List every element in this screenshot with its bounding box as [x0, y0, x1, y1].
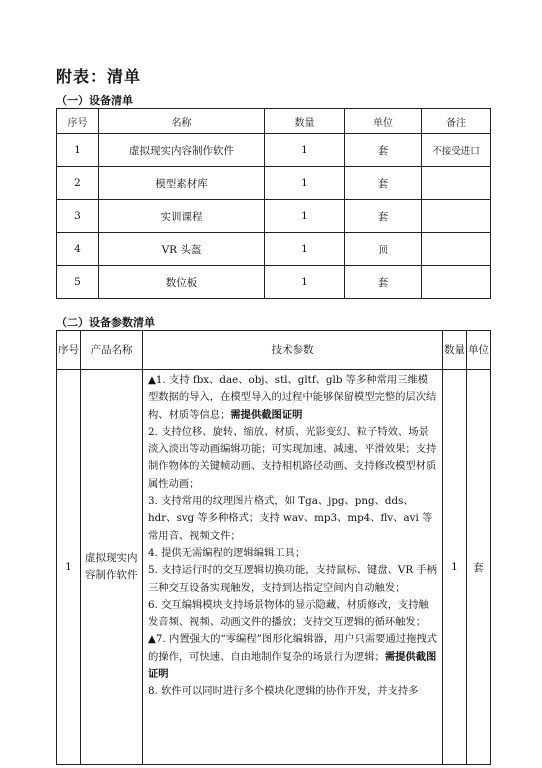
cell-unit: 套 [345, 167, 422, 200]
cell-tech-params [143, 370, 443, 765]
cell-product-name: 虚拟现实内容制作软件 [81, 370, 143, 765]
header-product-name: 产品名称 [81, 331, 143, 370]
cell-remark [422, 233, 491, 266]
cell-qty: 1 [265, 233, 345, 266]
cell-remark: 不接受进口 [422, 134, 491, 167]
table-header-row [57, 109, 491, 134]
header-no: 序号 [57, 331, 81, 370]
equipment-list-table [56, 108, 491, 299]
table-row [57, 167, 491, 200]
cell-unit: 顶 [345, 233, 422, 266]
cell-remark [422, 266, 491, 299]
param-item: 3. 支持常用的纹理图片格式，如 Tga、jpg、png、dds、hdr、svg 等多种格式；支持 wav、mp3、mp4、flv、avi 等常用音、视频文件； [148, 495, 433, 542]
param-item: 8. 软件可以同时进行多个模块化逻辑的协作开发，并支持多 [148, 685, 419, 698]
header-name: 名称 [99, 109, 265, 134]
param-item: 4. 提供无需编程的逻辑编辑工具； [148, 546, 306, 559]
cell-qty: 1 [443, 370, 467, 765]
cell-no: 1 [57, 134, 99, 167]
cell-qty: 1 [265, 266, 345, 299]
table-header-row [57, 331, 491, 370]
page-title: 附表：清单 [56, 67, 142, 86]
cell-no: 5 [57, 266, 99, 299]
section-1-title: （一）设备清单 [56, 94, 133, 107]
cell-no: 2 [57, 167, 99, 200]
header-no: 序号 [57, 109, 99, 134]
cell-unit: 套 [345, 266, 422, 299]
cell-no: 3 [57, 200, 99, 233]
cell-unit: 套 [345, 134, 422, 167]
param-item: 2. 支持位移、旋转、缩放、材质、光影变幻、粒子特效、场景淡入淡出等动画编辑功能；可实现加速、减速、平滑效果；支持制作物体的关键帧动画、支持相机路径动画、支持修改模型材质属性动画； [148, 425, 437, 490]
section-2-title: （二）设备参数清单 [56, 316, 155, 329]
param-item: 6. 交互编辑模块支持场景物体的显示隐藏、材质修改，支持触发音频、视频、动画文件的播放；支持交互逻辑的循环触发； [148, 598, 429, 629]
cell-name: 虚拟现实内容制作软件 [99, 134, 265, 167]
table-row [57, 370, 491, 765]
cell-name: 模型素材库 [99, 167, 265, 200]
cell-remark [422, 200, 491, 233]
table-row [57, 266, 491, 299]
header-qty: 数量 [265, 109, 345, 134]
cell-name: 实训课程 [99, 200, 265, 233]
header-remark: 备注 [422, 109, 491, 134]
header-tech-params: 技术参数 [143, 331, 443, 370]
parameter-list-table [56, 330, 491, 765]
cell-qty: 1 [265, 167, 345, 200]
table-row [57, 233, 491, 266]
table-row [57, 200, 491, 233]
param-item: ▲1. 支持 fbx、dae、obj、stl、gltf、glb 等多种常用三维模型数据的导入，在模型导入的过程中能够保留模型完整的层次结构、材质等信息；需提供截图证明 [148, 374, 437, 421]
cell-no: 4 [57, 233, 99, 266]
param-item: ▲7. 内置强大的“零编程”图形化编辑器，用户只需要通过拖拽式的操作，可快速、自由地制作复杂的场景行为逻辑；需提供截图证明 [148, 633, 437, 681]
header-unit: 单位 [467, 331, 491, 370]
cell-name: 数位板 [99, 266, 265, 299]
header-qty: 数量 [443, 331, 467, 370]
header-unit: 单位 [345, 109, 422, 134]
cell-no: 1 [57, 370, 81, 765]
table-row [57, 134, 491, 167]
cell-name: VR 头盔 [99, 233, 265, 266]
cell-qty: 1 [265, 134, 345, 167]
param-item: 5. 支持运行时的交互逻辑切换功能，支持鼠标、键盘、VR 手柄三种交互设备实现触发，支持到达指定空间内自动触发； [148, 564, 437, 594]
cell-unit: 套 [345, 200, 422, 233]
cell-qty: 1 [265, 200, 345, 233]
cell-unit: 套 [467, 370, 491, 765]
cell-remark [422, 167, 491, 200]
